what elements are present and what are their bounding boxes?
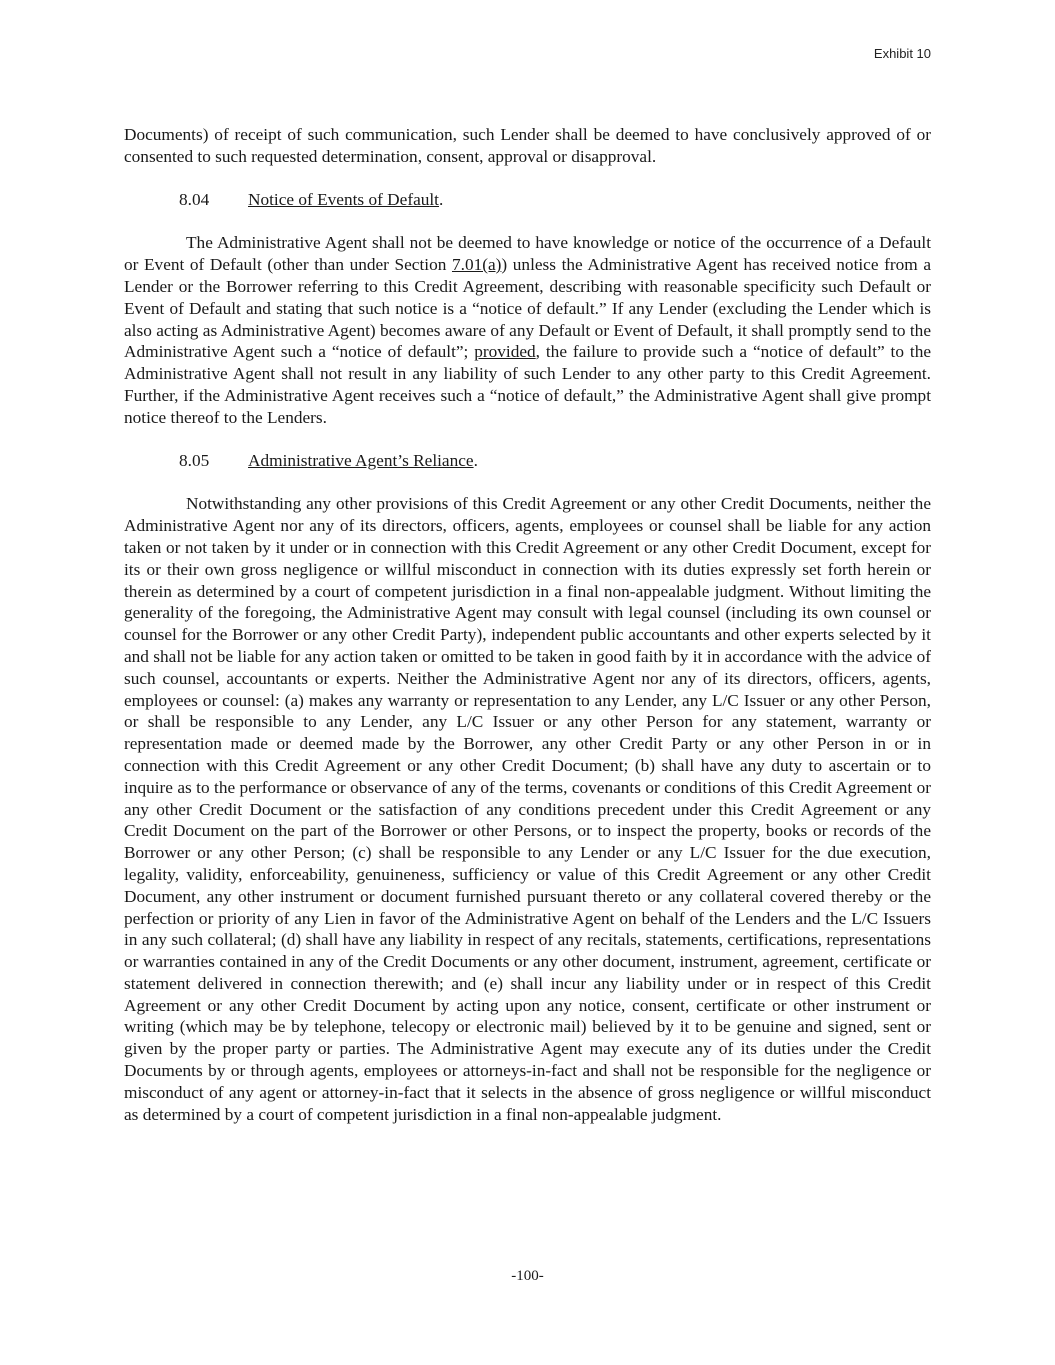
paragraph-text: ) unless the Administrative Agent has received notice from a Lender or the Borrower referring to this Credit Agreement, describing with reasonable specificity such Default or Event of Default and stating that such notice is a “notice of default.” If any Lender (excluding the Lender which is also acting as Administrative Agent) becomes aware of any Default or Event of Default, it shall promptly send to the Administrative Agent such a “notice of default”; bbox=[124, 255, 931, 362]
paragraph-text: , the failure to provide such a “notice of default” to the Administrative Agent shall not result in any liability of such Lender to any other party to this Credit Agreement. Further, if the Administrative Agent receives such a “notice of default,” the Administrative Agent shall give prompt notice thereof to the Lenders. bbox=[124, 342, 931, 427]
section-8-05-paragraph: Notwithstanding any other provisions of this Credit Agreement or any other Credit Documents, neither the Administrative Agent nor any of its directors, officers, agents, employees or counsel shall be liable for any action taken or not taken by it under or in connection with this Credit Agreement or any other Credit Document, except for its or their own gross negligence or willful misconduct in connection with its duties expressly set forth herein or therein as determined by a court of competent jurisdiction in a final non-appealable judgment. Without limiting the generality of the foregoing, the Administrative Agent may consult with legal counsel (including its own counsel or counsel for the Borrower or any other Credit Party), independent public accountants and other experts selected by it and shall not be liable for any action taken or omitted to be taken in good faith by it in accordance with the advice of such counsel, accountants or experts. Neither the Administrative Agent nor any of its directors, officers, agents, employees or counsel: (a) makes any warranty or representation to any Lender, any L/C Issuer or any other Person, or shall be responsible to any Lender, any L/C Issuer or any other Person for any statement, warranty or representation made or deemed made by the Borrower, any other Credit Party or any other Person in or in connection with this Credit Agreement or any other Credit Document; (b) shall have any duty to ascertain or to inquire as to the performance or observance of any of the terms, covenants or conditions of this Credit Agreement or any other Credit Document or the satisfaction of any conditions precedent under this Credit Agreement or any Credit Document on the part of the Borrower or other Persons, or to inspect the property, books or records of the Borrower or any other Person; (c) shall be responsible to any Lender or any L/C Issuer for the due execution, legality, validity, enforceability, genuineness, sufficiency or value of this Credit Agreement or any other Credit Document, any other instrument or document furnished pursuant thereto or any collateral covered thereby or the perfection or priority of any Lien in favor of the Administrative Agent on behalf of the Lenders and the L/C Issuers in any such collateral; (d) shall have any liability in respect of any recitals, statements, certifications, representations or warranties contained in any of the Credit Documents or any other document, instrument, agreement, certificate or statement delivered in connection therewith; and (e) shall incur any liability under or in respect of this Credit Agreement or any other Credit Document by acting upon any notice, consent, certificate or other instrument or writing (which may be by telephone, telecopy or electronic mail) believed by it to be genuine and signed, sent or given by the proper party or parties. The Administrative Agent may execute any of its duties under the Credit Documents by or through agents, employees or attorneys-in-fact and shall not be responsible for the negligence or misconduct of any agent or attorney-in-fact that it selects in the absence of gross negligence or willful misconduct as determined by a court of competent jurisdiction in a final non-appealable judgment. bbox=[124, 494, 931, 1124]
section-title: Notice of Events of Default bbox=[248, 189, 439, 209]
section-reference-link: 7.01(a) bbox=[451, 255, 502, 275]
document-body bbox=[124, 124, 931, 1125]
section-number: 8.04 bbox=[179, 189, 210, 209]
section-number: 8.05 bbox=[179, 450, 210, 470]
provided-term: provided bbox=[474, 342, 536, 362]
section-title-suffix: . bbox=[439, 189, 444, 209]
section-title: Administrative Agent’s Reliance bbox=[248, 450, 474, 470]
section-heading-8-05 bbox=[124, 450, 931, 472]
section-title-suffix: . bbox=[473, 450, 478, 470]
section-heading-8-04 bbox=[124, 189, 931, 211]
page-number: -100- bbox=[511, 1268, 544, 1284]
exhibit-label: Exhibit 10 bbox=[873, 46, 931, 61]
paragraph-text: The Administrative Agent shall not be deemed to have knowledge or notice of the occurrence of a Default or Event of Default (other than under Section bbox=[124, 233, 931, 275]
section-8-04-paragraph bbox=[124, 232, 931, 428]
continuation-paragraph: Documents) of receipt of such communication, such Lender shall be deemed to have conclusively approved of or consented to such requested determination, consent, approval or disapproval. bbox=[124, 125, 931, 166]
